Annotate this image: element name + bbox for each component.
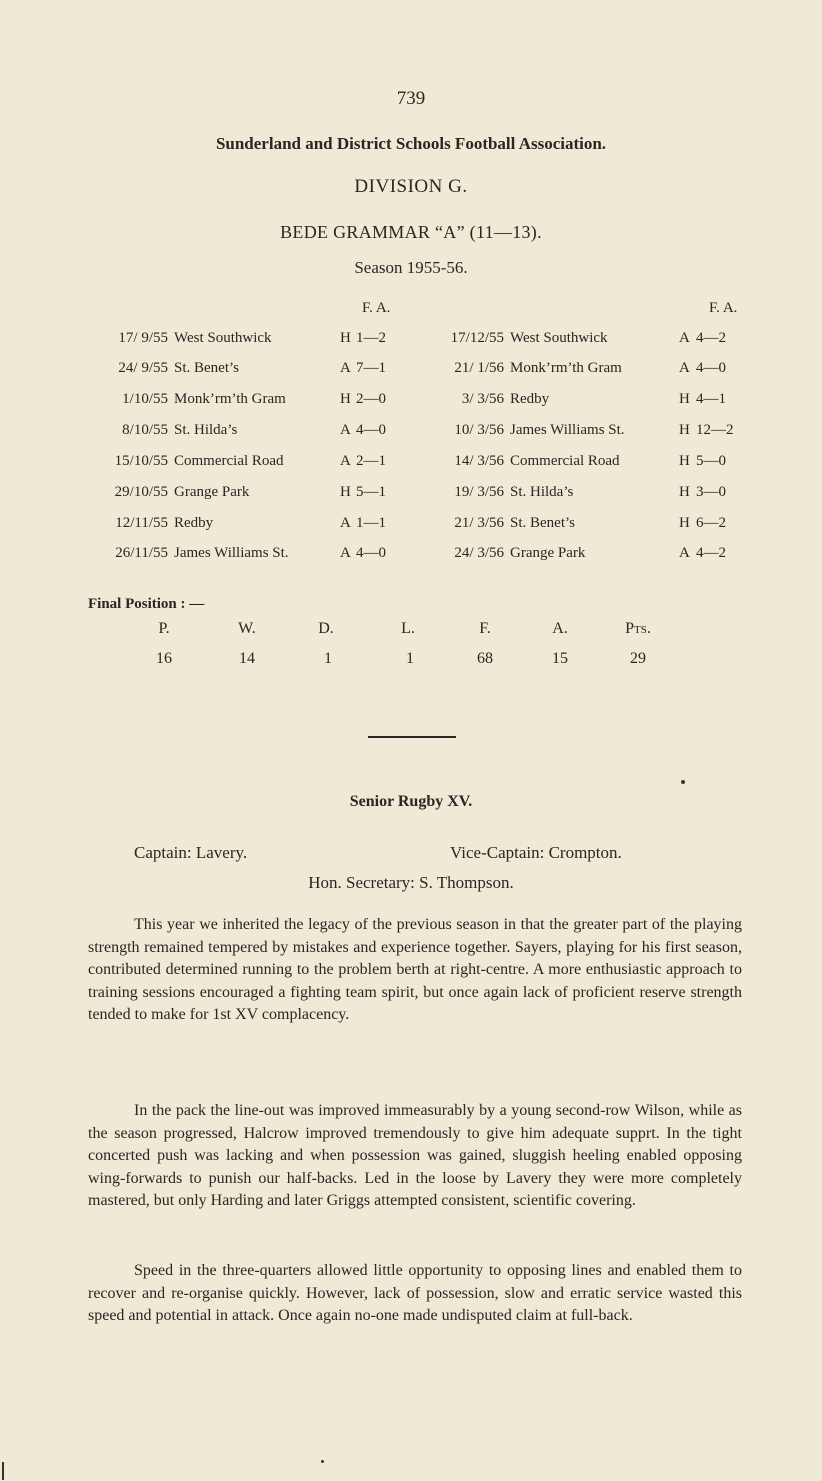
fixture-date: 24/ 3/56 <box>454 545 504 561</box>
fixture-score: 1—2 <box>356 330 386 346</box>
standings-header: F. <box>479 620 491 637</box>
fixture-venue: H <box>340 391 351 407</box>
fixture-opponent: St. Hilda’s <box>510 484 574 500</box>
fixture-score: 4—2 <box>696 330 726 346</box>
fixture-venue: H <box>340 484 351 500</box>
vice-captain-line: Vice-Captain: Crompton. <box>450 843 622 862</box>
fixture-date: 17/12/55 <box>450 330 504 346</box>
standings-value: 15 <box>552 650 568 667</box>
fixture-date: 17/ 9/55 <box>118 330 168 346</box>
standings-value: 14 <box>239 650 255 667</box>
season-heading: Season 1955-56. <box>354 258 468 277</box>
fixture-row <box>0 484 822 508</box>
fixture-venue: H <box>679 422 690 438</box>
fixture-opponent: West Southwick <box>510 330 608 346</box>
fixture-opponent: Redby <box>174 515 214 531</box>
fixture-date: 21/ 1/56 <box>454 360 504 376</box>
fixture-score: 4—0 <box>696 360 726 376</box>
fixture-date: 29/10/55 <box>114 484 168 500</box>
fixture-opponent: West Southwick <box>174 330 272 346</box>
fixture-score: 2—0 <box>356 391 386 407</box>
fixture-score: 1—1 <box>356 515 386 531</box>
fixture-opponent: James Williams St. <box>174 545 289 561</box>
standings-header: P. <box>158 620 170 637</box>
fixture-row <box>0 330 822 354</box>
standings-header: Pts. <box>625 620 651 637</box>
standings-header: W. <box>238 620 256 637</box>
standings-value: 16 <box>156 650 172 667</box>
fixture-score: 4—0 <box>356 422 386 438</box>
captain-line: Captain: Lavery. <box>134 843 248 862</box>
fixture-venue: H <box>679 391 690 407</box>
fixture-row <box>0 360 822 384</box>
fixture-date: 26/11/55 <box>115 545 168 561</box>
fixture-date: 3/ 3/56 <box>461 391 504 407</box>
fixture-row <box>0 515 822 539</box>
fixture-date: 24/ 9/55 <box>118 360 168 376</box>
fixture-venue: A <box>340 515 351 531</box>
fixture-score: 6—2 <box>696 515 726 531</box>
fa-header-right: F. A. <box>709 300 738 316</box>
fixture-row <box>0 422 822 446</box>
fixture-date: 12/11/55 <box>115 515 168 531</box>
fixture-venue: A <box>679 545 690 561</box>
fixture-date: 15/10/55 <box>114 453 168 469</box>
fixture-date: 10/ 3/56 <box>454 422 504 438</box>
section-divider <box>368 736 456 738</box>
standings-header: A. <box>552 620 568 637</box>
fixture-opponent: Monk’rm’th Gram <box>510 360 622 376</box>
page-edge-mark <box>2 1462 4 1480</box>
fixture-row <box>0 391 822 415</box>
fixture-opponent: James Williams St. <box>510 422 625 438</box>
fixture-opponent: Redby <box>510 391 550 407</box>
fixture-venue: A <box>340 545 351 561</box>
fixture-date: 1/10/55 <box>122 391 168 407</box>
fixture-row <box>0 545 822 569</box>
fixture-venue: A <box>679 330 690 346</box>
standings-value: 1 <box>324 650 332 667</box>
fixture-score: 3—0 <box>696 484 726 500</box>
association-heading: Sunderland and District Schools Football Association. <box>215 134 607 153</box>
report-paragraph: In the pack the line-out was improved immeasurably by a young second-row Wilson, while as the season progressed, Halcrow improved tremendously to give him adequate supprt. In the tight concerted push was lacking and when possession was gained, sluggish heeling enabled opposing wing-forwards to punish our half-backs. Led in the loose by Lavery they were more completely mastered, but only Harding and later Griggs attempted consistent, scientific covering. <box>88 1102 742 1209</box>
fixture-venue: H <box>679 515 690 531</box>
standings-value: 68 <box>477 650 493 667</box>
ink-speck <box>681 780 685 784</box>
fixture-score: 7—1 <box>356 360 386 376</box>
fixture-venue: A <box>340 360 351 376</box>
fixture-opponent: St. Hilda’s <box>174 422 238 438</box>
fixture-row <box>0 453 822 477</box>
fixture-score: 5—1 <box>356 484 386 500</box>
rugby-heading: Senior Rugby XV. <box>349 793 473 810</box>
fa-header-left: F. A. <box>362 300 391 316</box>
page-number: 739 <box>396 88 426 109</box>
fixture-score: 5—0 <box>696 453 726 469</box>
standings-header: L. <box>401 620 415 637</box>
fixture-date: 14/ 3/56 <box>454 453 504 469</box>
team-heading: BEDE GRAMMAR “A” (11—13). <box>280 222 542 242</box>
final-position-label: Final Position : — <box>88 596 205 612</box>
division-heading: DIVISION G. <box>354 176 468 197</box>
standings-header: D. <box>318 620 334 637</box>
fixture-date: 8/10/55 <box>122 422 168 438</box>
ink-speck <box>321 1460 324 1463</box>
fixture-score: 4—2 <box>696 545 726 561</box>
fixture-opponent: Grange Park <box>174 484 250 500</box>
hon-secretary-line: Hon. Secretary: S. Thompson. <box>308 873 514 892</box>
fixture-score: 12—2 <box>696 422 734 438</box>
fixture-opponent: Commercial Road <box>174 453 284 469</box>
fixture-score: 2—1 <box>356 453 386 469</box>
fixture-date: 19/ 3/56 <box>454 484 504 500</box>
report-paragraph: This year we inherited the legacy of the previous season in that the greater part of the playing strength remained tempered by mistakes and experience together. Sayers, playing for his first season, contributed determined running to the problem berth at right-centre. A more enthusiastic approach to training sessions encouraged a fighting team spirit, but once again lack of proficient reserve strength tended to make for 1st XV complacency. <box>88 916 742 1023</box>
standings-value: 29 <box>630 650 646 667</box>
fixture-opponent: St. Benet’s <box>510 515 576 531</box>
fixture-venue: H <box>679 453 690 469</box>
fixture-venue: A <box>340 422 351 438</box>
report-paragraph: Speed in the three-quarters allowed little opportunity to opposing lines and enabled them to recover and re-organise quickly. However, lack of possession, slow and erratic service wasted this speed and potential in attack. Once again no-one made undisputed claim at full-back. <box>88 1262 742 1324</box>
fixture-score: 4—1 <box>696 391 726 407</box>
fixture-venue: A <box>340 453 351 469</box>
fixture-venue: A <box>679 360 690 376</box>
fixture-opponent: Grange Park <box>510 545 586 561</box>
fixture-opponent: Monk’rm’th Gram <box>174 391 286 407</box>
fixture-date: 21/ 3/56 <box>454 515 504 531</box>
fixture-opponent: St. Benet’s <box>174 360 240 376</box>
fixture-venue: H <box>340 330 351 346</box>
fixture-opponent: Commercial Road <box>510 453 620 469</box>
standings-value: 1 <box>406 650 414 667</box>
fixture-score: 4—0 <box>356 545 386 561</box>
fixture-venue: H <box>679 484 690 500</box>
